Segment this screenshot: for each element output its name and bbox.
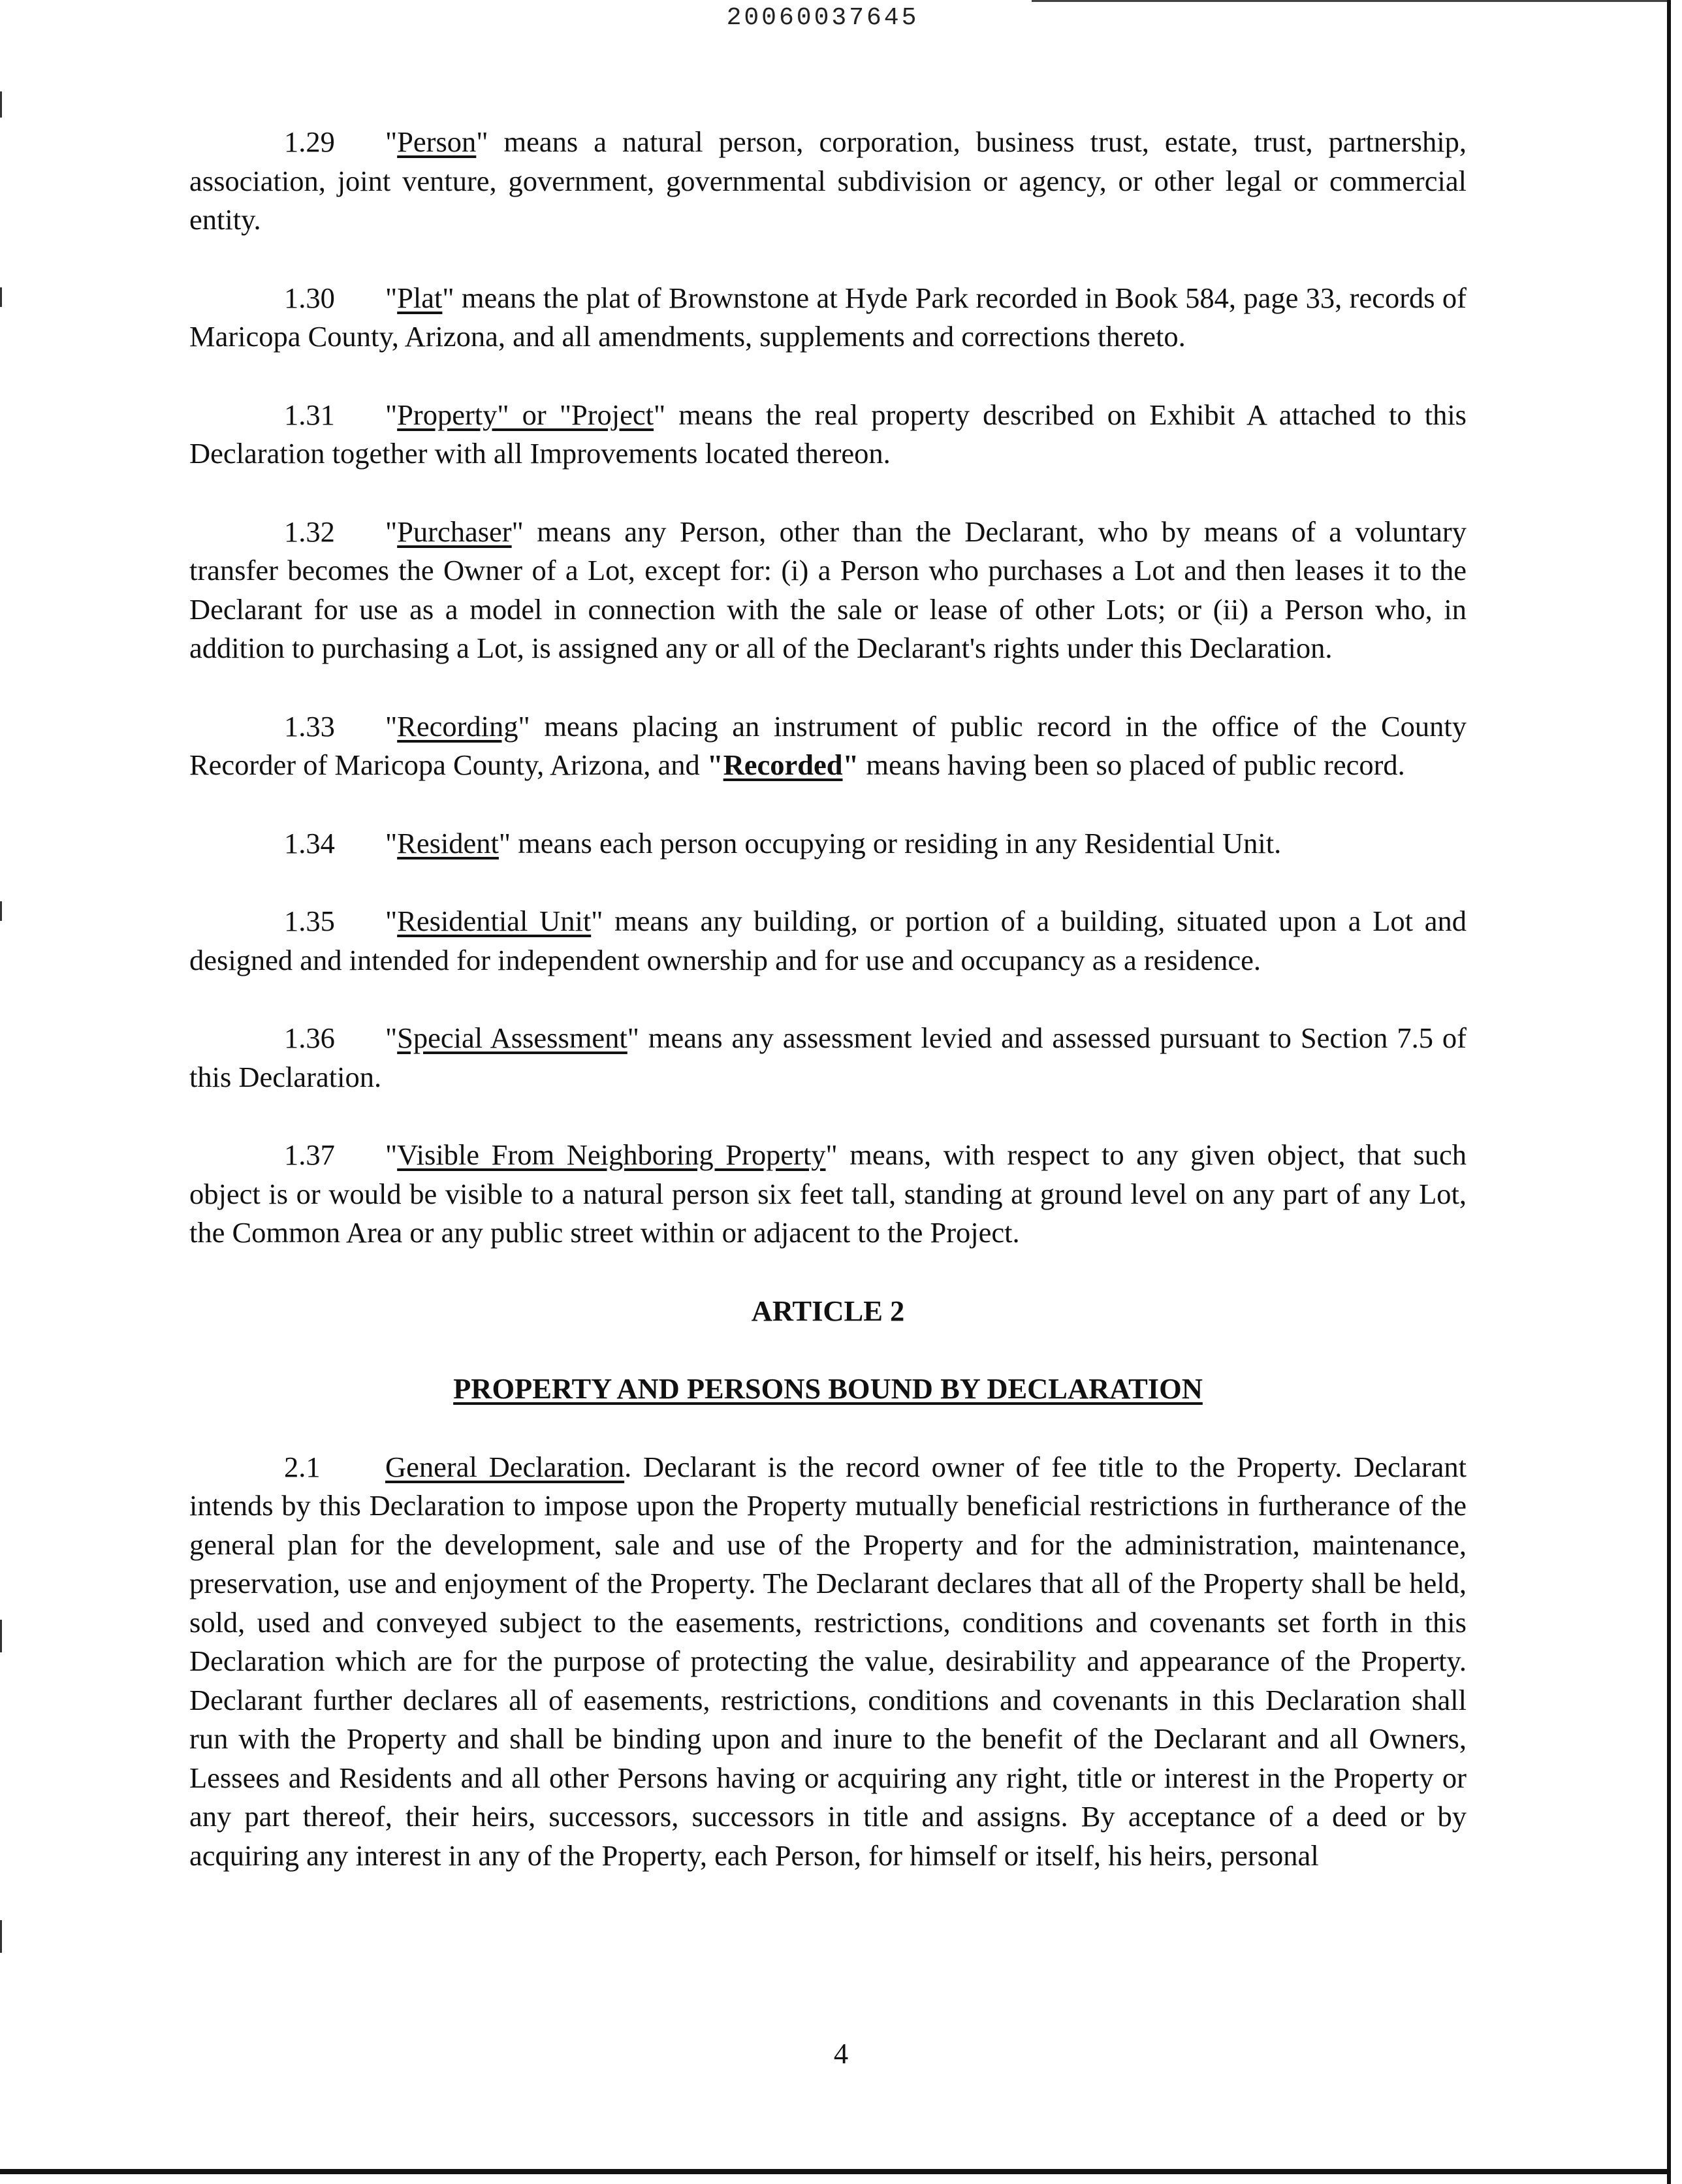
defined-term: Plat <box>397 281 443 314</box>
definition-1-30: 1.30 "Plat" means the plat of Brownstone at Hyde Park recorded in Book 584, page 33, records of Maricopa County, Arizona, and all amendments, supplements and corrections thereto. <box>189 279 1467 357</box>
scan-right-edge <box>1667 0 1671 2184</box>
definition-1-34: 1.34 "Resident" means each person occupying or residing in any Residential Unit. <box>189 824 1467 863</box>
defined-term: Property" or "Project <box>397 398 654 431</box>
document-number: 20060037645 <box>726 4 919 32</box>
scan-left-mark <box>0 901 2 921</box>
defined-term: Purchaser <box>397 515 512 548</box>
definition-text: means having been so placed of public record. <box>859 748 1405 781</box>
defined-term: Recording <box>397 709 518 743</box>
defined-term: Residential Unit <box>397 905 592 937</box>
definition-text: " means a natural person, corporation, business trust, estate, trust, partnership, association, joint venture, government, governmental subdivision or agency, or other legal or commercial entity. <box>189 125 1467 236</box>
scan-bottom-edge <box>0 2169 1671 2174</box>
definition-1-37: 1.37 "Visible From Neighboring Property" means, with respect to any given object, that such object is or would be visible to a natural person six feet tall, standing at ground level on any part of any Lot, the Common Area or any public street within or adjacent to the Project. <box>189 1136 1467 1253</box>
section-number: 1.32 <box>284 515 335 548</box>
scan-left-mark <box>0 1620 2 1652</box>
definition-1-29: 1.29 "Person" means a natural person, corporation, business trust, estate, trust, partnership, association, joint venture, government, governmental subdivision or agency, or other legal or commercial entity. <box>189 123 1467 240</box>
definition-text: " means any Person, other than the Declarant, who by means of a voluntary transfer becomes the Owner of a Lot, except for: (i) a Person who purchases a Lot and then leases it to the Declarant for use as a model in connection with the sale or lease of other Lots; or (ii) a Person who, in addition to purchasing a Lot, is assigned any or all of the Declarant's rights under this Declaration. <box>189 515 1467 664</box>
definition-1-32: 1.32 "Purchaser" means any Person, other than the Declarant, who by means of a voluntary transfer becomes the Owner of a Lot, except for: (i) a Person who purchases a Lot and then leases it to the Declarant for use as a model in connection with the sale or lease of other Lots; or (ii) a Person who, in addition to purchasing a Lot, is assigned any or all of the Declarant's rights under this Declaration. <box>189 513 1467 668</box>
definition-1-33: 1.33 "Recording" means placing an instrument of public record in the office of the County Recorder of Maricopa County, Arizona, and "Recorded" means having been so placed of public record. <box>189 707 1467 785</box>
section-2-1 <box>189 1448 1467 1876</box>
defined-term: Resident <box>397 826 499 859</box>
section-number: 2.1 <box>284 1450 321 1483</box>
definition-1-31: 1.31 "Property" or "Project" means the real property described on Exhibit A attached to this Declaration together with all Improvements located thereon. <box>189 396 1467 474</box>
section-number: 1.30 <box>284 281 335 314</box>
section-number: 1.36 <box>284 1021 335 1054</box>
definition-text: " means placing an instrument of public record in the office of the County Recorder of Maricopa County, Arizona, and <box>189 709 1467 781</box>
section-number: 1.29 <box>284 125 335 158</box>
scan-left-mark <box>0 287 2 307</box>
defined-term: Special Assessment <box>397 1021 627 1054</box>
defined-term-bold: Recorded <box>723 748 843 781</box>
section-text: . Declarant is the record owner of fee title to the Property. Declarant intends by this Declaration to impose upon the Property mutually beneficial restrictions in furtherance of the general plan for the development, sale and use of the Property and for the administration, maintenance, preservation, use and enjoyment of the Property. The Declarant declares that all of the Property shall be held, sold, used and conveyed subject to the easements, restrictions, conditions and covenants set forth in this Declaration which are for the purpose of protecting the value, desirability and appearance of the Property. Declarant further declares all of easements, restrictions, conditions and covenants in this Declaration shall run with the Property and shall be binding upon and inure to the benefit of the Declarant and all Owners, Lessees and Residents and all other Persons having or acquiring any right, title or interest in the Property or any part thereof, their heirs, successors, successors in title and assigns. By acceptance of a deed or by acquiring any interest in any of the Property, each Person, for himself or itself, his heirs, personal <box>189 1450 1467 1872</box>
scan-left-mark <box>0 91 2 118</box>
definition-text: " means any building, or portion of a building, situated upon a Lot and designed and intended for independent ownership and for use and occupancy as a residence. <box>189 905 1467 976</box>
section-number: 1.31 <box>284 398 335 431</box>
section-number: 1.34 <box>284 826 335 859</box>
defined-term: Visible From Neighboring Property <box>397 1138 826 1171</box>
document-body <box>189 123 1467 1875</box>
article-title: PROPERTY AND PERSONS BOUND BY DECLARATION <box>453 1372 1203 1405</box>
definition-text: " means the plat of Brownstone at Hyde Park recorded in Book 584, page 33, records of Maricopa County, Arizona, and all amendments, supplements and corrections thereto. <box>189 281 1467 353</box>
scan-left-mark <box>0 1920 2 1953</box>
definition-text: " means, with respect to any given object, that such object is or would be visible to a natural person six feet tall, standing at ground level on any part of any Lot, the Common Area or any public street within or adjacent to the Project. <box>189 1138 1467 1249</box>
definition-1-36: 1.36 "Special Assessment" means any assessment levied and assessed pursuant to Section 7.5 of this Declaration. <box>189 1019 1467 1097</box>
definition-text: " means each person occupying or residing in any Residential Unit. <box>498 826 1282 859</box>
section-number: 1.33 <box>284 709 335 743</box>
definition-text: " means any assessment levied and assessed pursuant to Section 7.5 of this Declaration. <box>189 1021 1467 1093</box>
defined-term: Person <box>397 125 477 158</box>
scan-top-rule <box>1032 0 1667 2</box>
section-number: 1.35 <box>284 905 335 937</box>
article-label: ARTICLE 2 <box>751 1294 905 1327</box>
page-number: 4 <box>833 2037 849 2070</box>
definition-text: " means the real property described on Exhibit A attached to this Declaration together with all Improvements located thereon. <box>189 398 1467 470</box>
section-number: 1.37 <box>284 1138 335 1171</box>
definition-1-35: 1.35 "Residential Unit" means any building, or portion of a building, situated upon a Lot and designed and intended for independent ownership and for use and occupancy as a residence. <box>189 902 1467 980</box>
section-heading: General Declaration <box>385 1450 625 1483</box>
